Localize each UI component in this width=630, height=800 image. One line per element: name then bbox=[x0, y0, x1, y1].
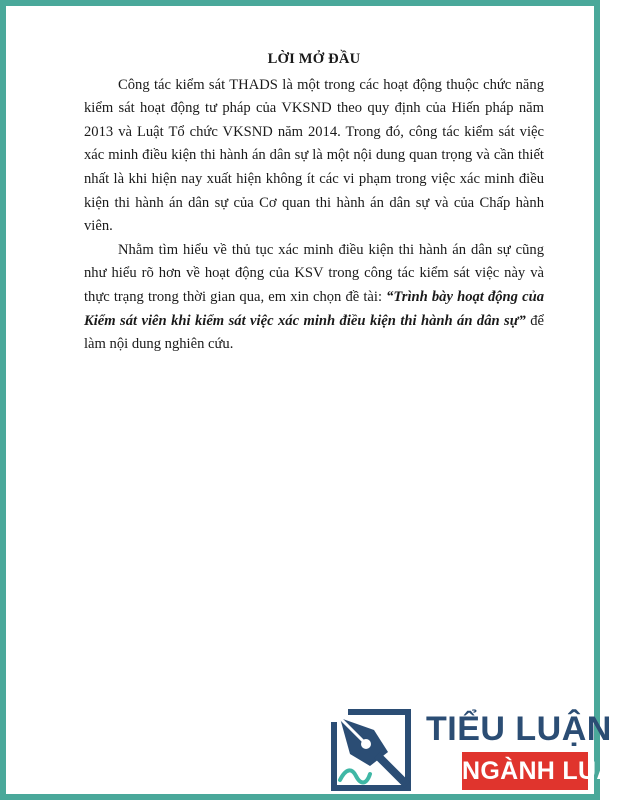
paragraph-2-lead: Nhằm tìm hiểu về thủ tục xác minh điều kiện thi hành án dân sự cũng như hiểu rõ hơn về hoạt động của KSV trong công tác kiểm sát việc này và thực trạng trong thời gian qua, em xin chọn đề tài: bbox=[84, 241, 544, 305]
document-title: LỜI MỞ ĐẦU bbox=[267, 51, 361, 67]
logo-text-nganh-luat: NGÀNH LUẬT bbox=[462, 752, 588, 790]
paragraph-1: Công tác kiểm sát THADS là một trong các hoạt động thuộc chức năng kiểm sát hoạt động tư pháp của VKSND theo quy định của Hiến pháp năm 2013 và Luật Tổ chức VKSND năm 2014. Trong đó, công tác kiểm sát việc xác minh điều kiện thi hành án dân sự là một nội dung quan trọng và cần thiết nhất là khi hiện nay xuất hiện không ít các vi phạm trong việc xác minh điều kiện thi hành án dân sự của Cơ quan thi hành án dân sự và của Chấp hành viên. bbox=[84, 76, 544, 235]
paragraph-2 bbox=[84, 239, 544, 357]
paragraph-2-tail: để làm nội dung nghiên cứu. bbox=[84, 312, 544, 353]
research-topic: “Trình bày hoạt động của Kiểm sát viên khi kiểm sát việc xác minh điều kiện thi hành án dân sự” bbox=[84, 288, 544, 329]
brand-logo bbox=[330, 700, 630, 792]
fountain-pen-nib-icon bbox=[330, 708, 412, 792]
logo-text-tieu-luan: TIỂU LUẬN bbox=[426, 710, 612, 748]
document-body bbox=[84, 44, 544, 357]
